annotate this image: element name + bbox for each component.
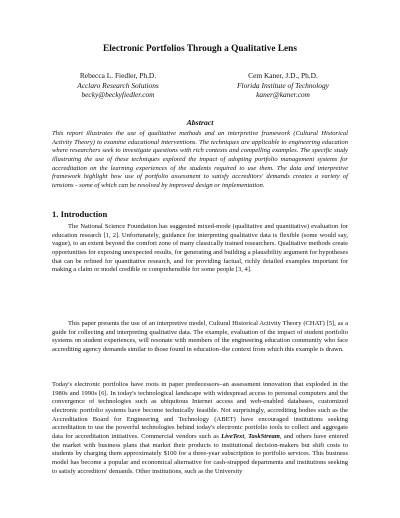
product-name-taskstream: TaskStream (248, 432, 280, 440)
author-name: Rebecca L. Fiedler, Ph.D. (79, 71, 157, 80)
abstract-text: This report illustrates the use of qualitative methods and an interpretive framework (Cultural Historical Activity Theory) to examine educational interventions. The techniques are applicable to engineering education where researchers seek to investigate questions with rich contexts and compelling examples. The specific study illustrating the use of these techniques explored the impact of adopting portfolio management systems for accreditation on the learning experiences of the students required to use them. The data and interpretive framework highlight how use of portfolio assessment to satisfy accreditors' demands creates a variety of tensions - some of which can be resolved by improved design or implementation. (52, 130, 348, 189)
author-block-2 (208, 71, 358, 100)
author-name: Cem Kaner, J.D., Ph.D. (248, 71, 318, 80)
paper-title: Electronic Portfolios Through a Qualitative Lens (103, 44, 297, 54)
author-block-1 (48, 71, 188, 100)
body-paragraph-2: This paper presents the use of an interpretive model, Cultural Historical Activity Theory (CHAT) [5], as a guide for collecting and interpreting qualitative data. The example, evaluation of the impact of student portfolio systems on student experiences, will resonate with members of the engineering education community who face accrediting agency demands similar to those found in education–the context from which this example is drawn. (52, 320, 348, 353)
author-affiliation: Florida Institute of Technology (237, 80, 329, 90)
section-heading: 1. Introduction (52, 209, 108, 219)
paragraph-text: , and others have entered the market with business plans that market their products to institutional decision-makers but shift costs to students by charging them approximately $100 for a three-year subscription to portfolio services. This business model has become a popular and economical alternative for cash-strapped departments and institutions seeking to satisfy accreditors' demands. Other institutions, such as the University (52, 432, 348, 475)
body-paragraph-3 (52, 381, 348, 476)
paragraph-text: , (244, 432, 249, 440)
author-email: kaner@kaner.com (256, 90, 310, 100)
product-name-livetext: LiveText (221, 432, 245, 440)
body-paragraph-1: The National Science Foundation has suggested mixed-mode (qualitative and quantitative) evaluation for education research [1, 2]. Unfortunately, guidance for interpreting qualitative data is flexible (some would say, vague), to an extent beyond the comfort zone of many classically trained researchers. Qualitative methods create opportunities for exposing unexpected results, for generating and building a plausibility argument for hypotheses that can be refined for quantitative research, and for providing factual, richly detailed examples important for making a claim or model credible or comprehensible for some people [3, 4]. (52, 223, 348, 274)
paragraph-text: Today's electronic portfolios have roots in paper predecessors–an assessment innovation that exploded in the 1980s and 1990s [6]. In today's technological landscape with widespread access to personal computers and the convergence of technologies such as ubiquitous Internet access and web-enabled databases, customized electronic portfolio systems have become technically feasible. Not surprisingly, accrediting bodies such as the Accreditation Board for Engineering and Technology (ABET) have encouraged institutions seeking accreditation to use the powerful technologies behind today's electronic portfolio tools to collect and aggregate data for accreditation initiatives. Commercial vendors such as (52, 381, 348, 440)
author-affiliation: Acclaro Research Solutions (77, 80, 159, 90)
author-email: becky@beckyfiedler.com (81, 90, 155, 100)
abstract-heading: Abstract (186, 118, 214, 127)
